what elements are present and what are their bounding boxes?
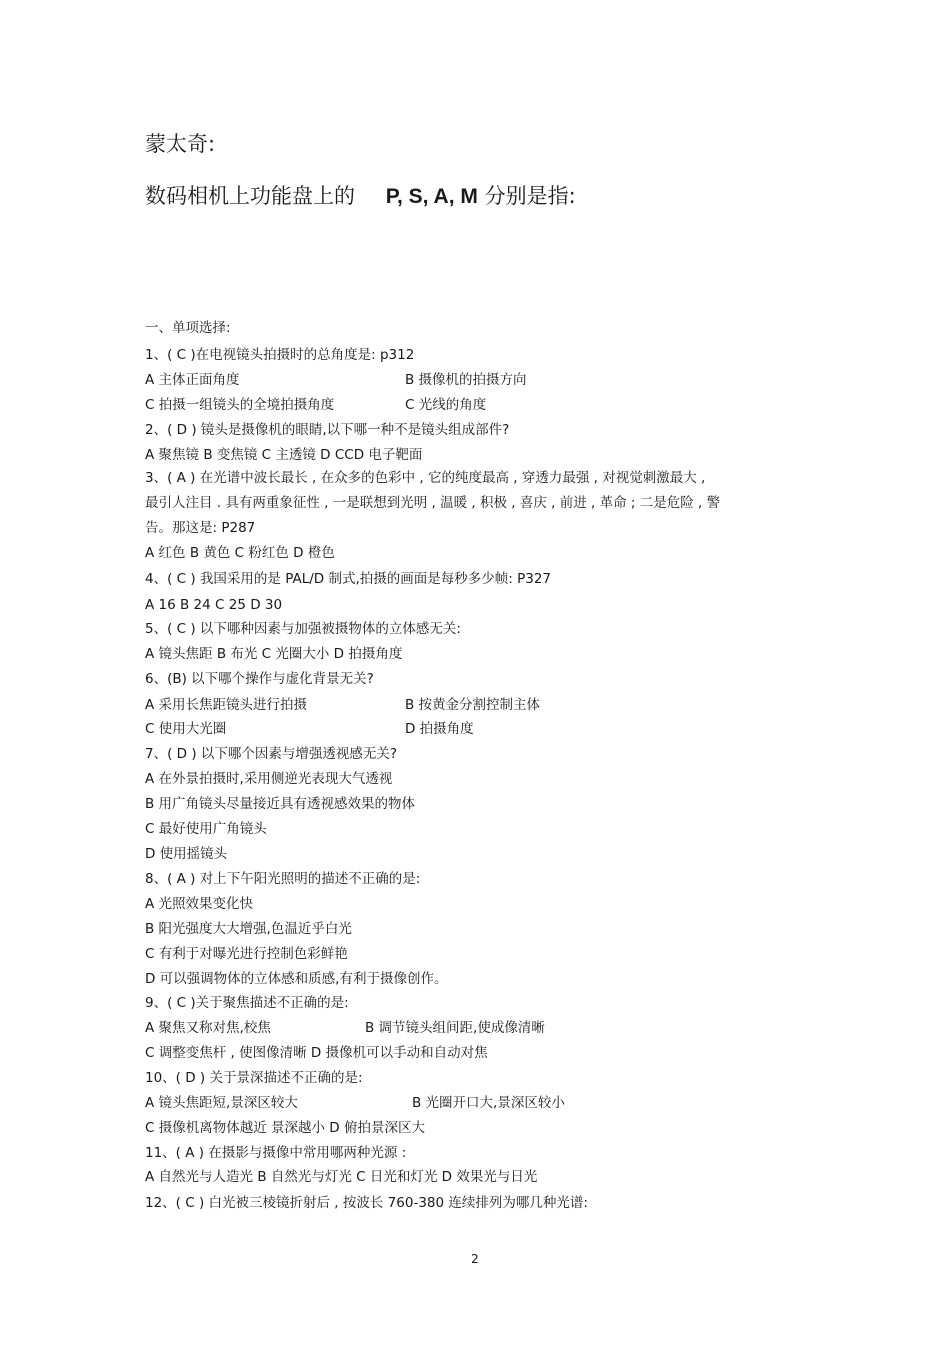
text-line: 最引人注目 . 具有两重象征性 , 一是联想到光明 , 温暖 , 积极 , 喜庆 , 前进 , 革命 ; 二是危险 , 警 bbox=[145, 495, 721, 511]
text-line: 2、( D ) 镜头是摄像机的眼睛,以下哪一种不是镜头组成部件? bbox=[145, 422, 510, 438]
text-line: A 自然光与人造光 B 自然光与灯光 C 日光和灯光 D 效果光与日光 bbox=[145, 1169, 538, 1185]
page-number: 2 bbox=[471, 1252, 479, 1266]
text-line: A 主体正面角度 bbox=[145, 372, 240, 388]
text-line: 4、( C ) 我国采用的是 PAL/D 制式,拍摄的画面是每秒多少帧: P327 bbox=[145, 571, 552, 587]
text-line: 6、(B) 以下哪个操作与虚化背景无关? bbox=[145, 671, 374, 687]
heading-psam bbox=[145, 180, 576, 210]
text-line: A 聚焦又称对焦,校焦 bbox=[145, 1020, 271, 1036]
text-line: A 聚焦镜 B 变焦镜 C 主透镜 D CCD 电子靶面 bbox=[145, 447, 423, 463]
text-line: C 调整变焦杆 , 使图像清晰 D 摄像机可以手动和自动对焦 bbox=[145, 1045, 488, 1061]
text-line: C 有利于对曝光进行控制色彩鲜艳 bbox=[145, 946, 348, 962]
text-line: 9、( C )关于聚焦描述不正确的是: bbox=[145, 995, 349, 1011]
text-line-option: D 拍摄角度 bbox=[405, 721, 474, 737]
text-line: B 阳光强度大大增强,色温近乎白光 bbox=[145, 921, 352, 937]
text-line: C 摄像机离物体越近 景深越小 D 俯拍景深区大 bbox=[145, 1120, 425, 1136]
text-line-option: C 光线的角度 bbox=[405, 397, 487, 413]
text-line-option: B 光圈开口大,景深区较小 bbox=[412, 1095, 565, 1111]
text-line: 10、( D ) 关于景深描述不正确的是: bbox=[145, 1070, 363, 1086]
text-line: 7、( D ) 以下哪个因素与增强透视感无关? bbox=[145, 746, 398, 762]
text-line: 11、( A ) 在摄影与摄像中常用哪两种光源 : bbox=[145, 1145, 407, 1161]
text-line: A 镜头焦距 B 布光 C 光圈大小 D 拍摄角度 bbox=[145, 646, 403, 662]
text-line: A 红色 B 黄色 C 粉红色 D 橙色 bbox=[145, 545, 335, 561]
text-line: 5、( C ) 以下哪种因素与加强被摄物体的立体感无关: bbox=[145, 621, 461, 637]
text-line: 8、( A ) 对上下午阳光照明的描述不正确的是: bbox=[145, 871, 421, 887]
text-line: A 采用长焦距镜头进行拍摄 bbox=[145, 697, 308, 713]
text-line: D 使用摇镜头 bbox=[145, 846, 228, 862]
text-line: A 16 B 24 C 25 D 30 bbox=[145, 597, 283, 613]
text-line: A 镜头焦距短,景深区较大 bbox=[145, 1095, 298, 1111]
text-line-option: B 调节镜头组间距,使成像清晰 bbox=[365, 1020, 545, 1036]
text-line: A 在外景拍摄时,采用侧逆光表现大气透视 bbox=[145, 771, 393, 787]
text-line: D 可以强调物体的立体感和质感,有利于摄像创作。 bbox=[145, 971, 448, 987]
heading-psam-prefix: 数码相机上功能盘上的 bbox=[145, 184, 355, 208]
text-line: 告。那这是: P287 bbox=[145, 520, 256, 536]
text-line: C 最好使用广角镜头 bbox=[145, 821, 267, 837]
text-line: C 使用大光圈 bbox=[145, 721, 227, 737]
text-line: 一、单项选择: bbox=[145, 320, 231, 336]
text-line: B 用广角镜头尽量接近具有透视感效果的物体 bbox=[145, 796, 416, 812]
text-line: 3、( A ) 在光谱中波长最长 , 在众多的色彩中 , 它的纯度最高 , 穿透力最强 , 对视觉刺激最大 , bbox=[145, 470, 706, 486]
heading-psam-letters: P, S, A, M bbox=[385, 185, 478, 208]
text-line-option: B 按黄金分割控制主体 bbox=[405, 697, 541, 713]
text-line: 12、( C ) 白光被三棱镜折射后 , 按波长 760-380 连续排列为哪几种光谱: bbox=[145, 1195, 588, 1211]
text-line: A 光照效果变化快 bbox=[145, 896, 254, 912]
text-line: 1、( C )在电视镜头拍摄时的总角度是: p312 bbox=[145, 347, 415, 363]
text-line: C 拍摄一组镜头的全境拍摄角度 bbox=[145, 397, 335, 413]
heading-psam-suffix: 分别是指: bbox=[484, 184, 576, 208]
heading-montage: 蒙太奇: bbox=[145, 132, 216, 156]
text-line-option: B 摄像机的拍摄方向 bbox=[405, 372, 527, 388]
